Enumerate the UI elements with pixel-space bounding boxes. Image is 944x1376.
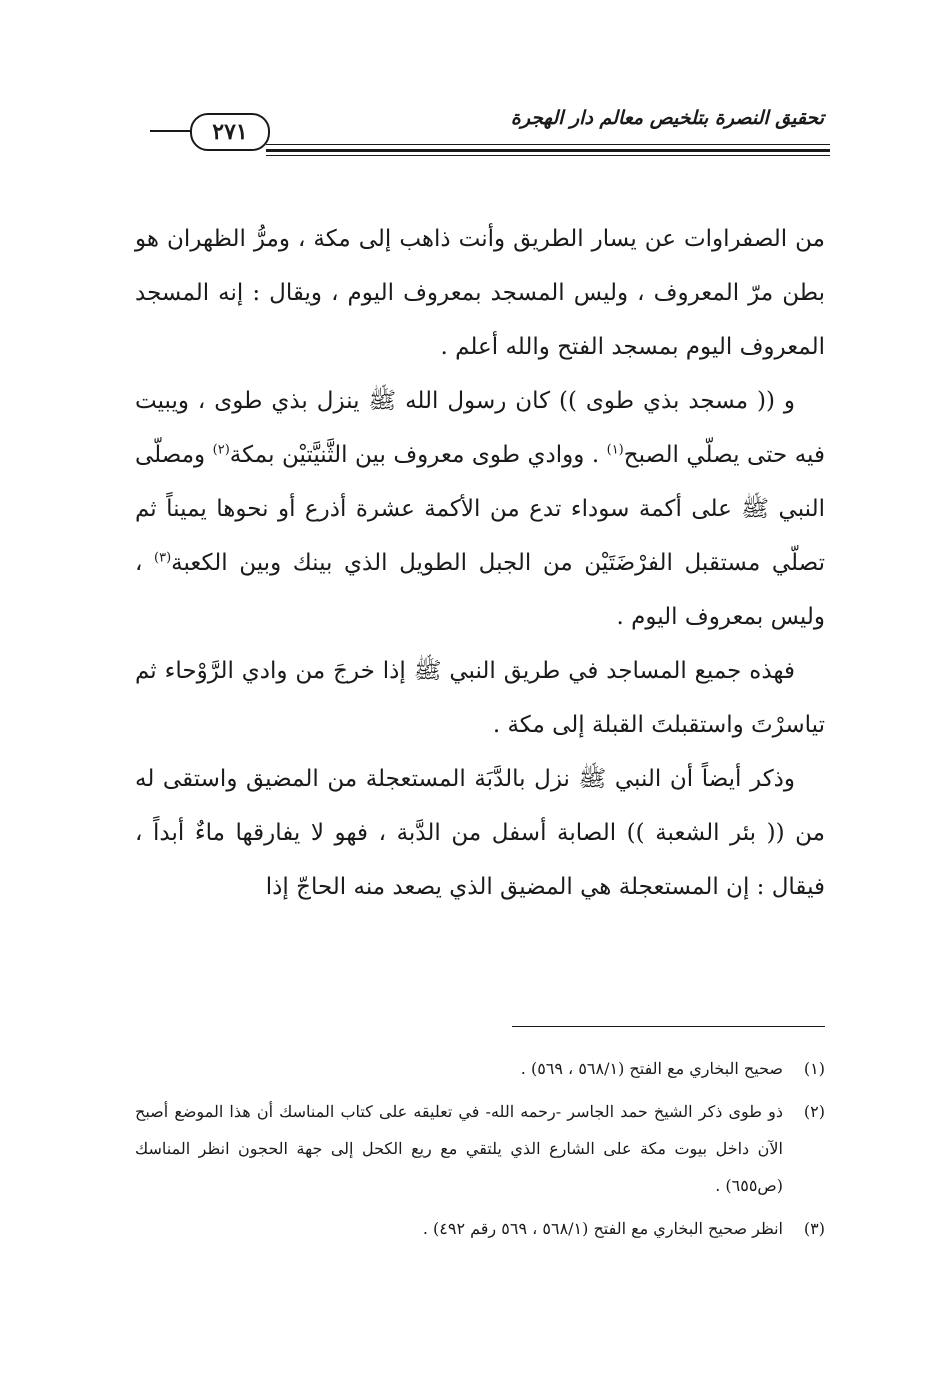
paragraph-text: من الصفراوات عن يسار الطريق وأنت ذاهب إلى مكة ، ومرُّ الظهران هو بطن مرّ المعروف ، وليس المسجد بمعروف اليوم ، ويقال : إنه المسجد المعروف اليوم بمسجد الفتح والله أعلم . xyxy=(135,226,825,360)
paragraph xyxy=(135,644,825,752)
paragraph-text: فهذه جميع المساجد في طريق النبي ﷺ إذا خرجَ من وادي الرَّوْحاء ثم تياسرْتَ واستقبلتَ القبلة إلى مكة . xyxy=(135,658,825,738)
paragraph-text: ومصلّى النبي ﷺ على أكمة سوداء تدع من الأكمة عشرة أذرع أو نحوها يميناً ثم تصلّي مستقبل الفرْضَتَيْن من الجبل الطويل الذي بينك وبين الكعبة xyxy=(135,442,825,576)
page-number-badge xyxy=(190,113,270,151)
footnote-number: (٣) xyxy=(803,1219,825,1238)
footnote-number: (٢) xyxy=(803,1102,825,1121)
footnotes xyxy=(135,1050,825,1253)
footnote-mark[interactable]: (٢) xyxy=(212,442,230,458)
paragraph xyxy=(135,374,825,644)
page-number: ٢٧١ xyxy=(212,119,248,145)
main-text xyxy=(135,212,825,914)
header-rule xyxy=(266,149,830,152)
header-rule xyxy=(266,155,830,156)
paragraph xyxy=(135,212,825,374)
footnote-text: ذو طوى ذكر الشيخ حمد الجاسر -رحمه الله- في تعليقه على كتاب المناسك أن هذا الموضع أصبح الآن داخل بيوت مكة على الشارع الذي يلتقي مع ريع الكحل إلى جهة الحجون انظر المناسك (ص٦٥٥) . xyxy=(135,1102,783,1195)
paragraph-text: ، وليس بمعروف اليوم . xyxy=(135,550,825,630)
footnote-1 xyxy=(135,1050,825,1087)
paragraph xyxy=(135,752,825,914)
page-header xyxy=(150,105,830,165)
footnote-number: (١) xyxy=(803,1059,825,1078)
paragraph-text: و (( مسجد بذي طوى )) كان رسول الله ﷺ ينزل بذي طوى ، ويبيت فيه حتى يصلّي الصبح xyxy=(135,388,825,468)
footnote-text: صحيح البخاري مع الفتح (٥٦٨/١ ، ٥٦٩) . xyxy=(520,1059,783,1078)
footnote-divider xyxy=(512,1026,825,1027)
footnote-2 xyxy=(135,1093,825,1204)
footnote-mark[interactable]: (٣) xyxy=(154,550,172,566)
footnote-text: انظر صحيح البخاري مع الفتح (٥٦٨/١ ، ٥٦٩ رقم ٤٩٢) . xyxy=(422,1219,783,1238)
footnote-mark[interactable]: (١) xyxy=(606,442,624,458)
book-title: تحقيق النصرة بتلخيص معالم دار الهجرة xyxy=(510,107,824,129)
footnote-3 xyxy=(135,1210,825,1247)
paragraph-text: . ووادي طوى معروف بين الثَّنيَّتيْن بمكة xyxy=(229,442,607,468)
paragraph-text: وذكر أيضاً أن النبي ﷺ نزل بالدَّبَة المستعجلة من المضيق واستقى له من (( بئر الشعبة )) الصابة أسفل من الدَّبة ، فهو لا يفارقها ماءٌ أبداً ، فيقال : إن المستعجلة هي المضيق الذي يصعد منه الحاجّ إذا xyxy=(135,766,825,900)
header-rule xyxy=(266,144,830,145)
header-rule-left xyxy=(150,130,192,132)
